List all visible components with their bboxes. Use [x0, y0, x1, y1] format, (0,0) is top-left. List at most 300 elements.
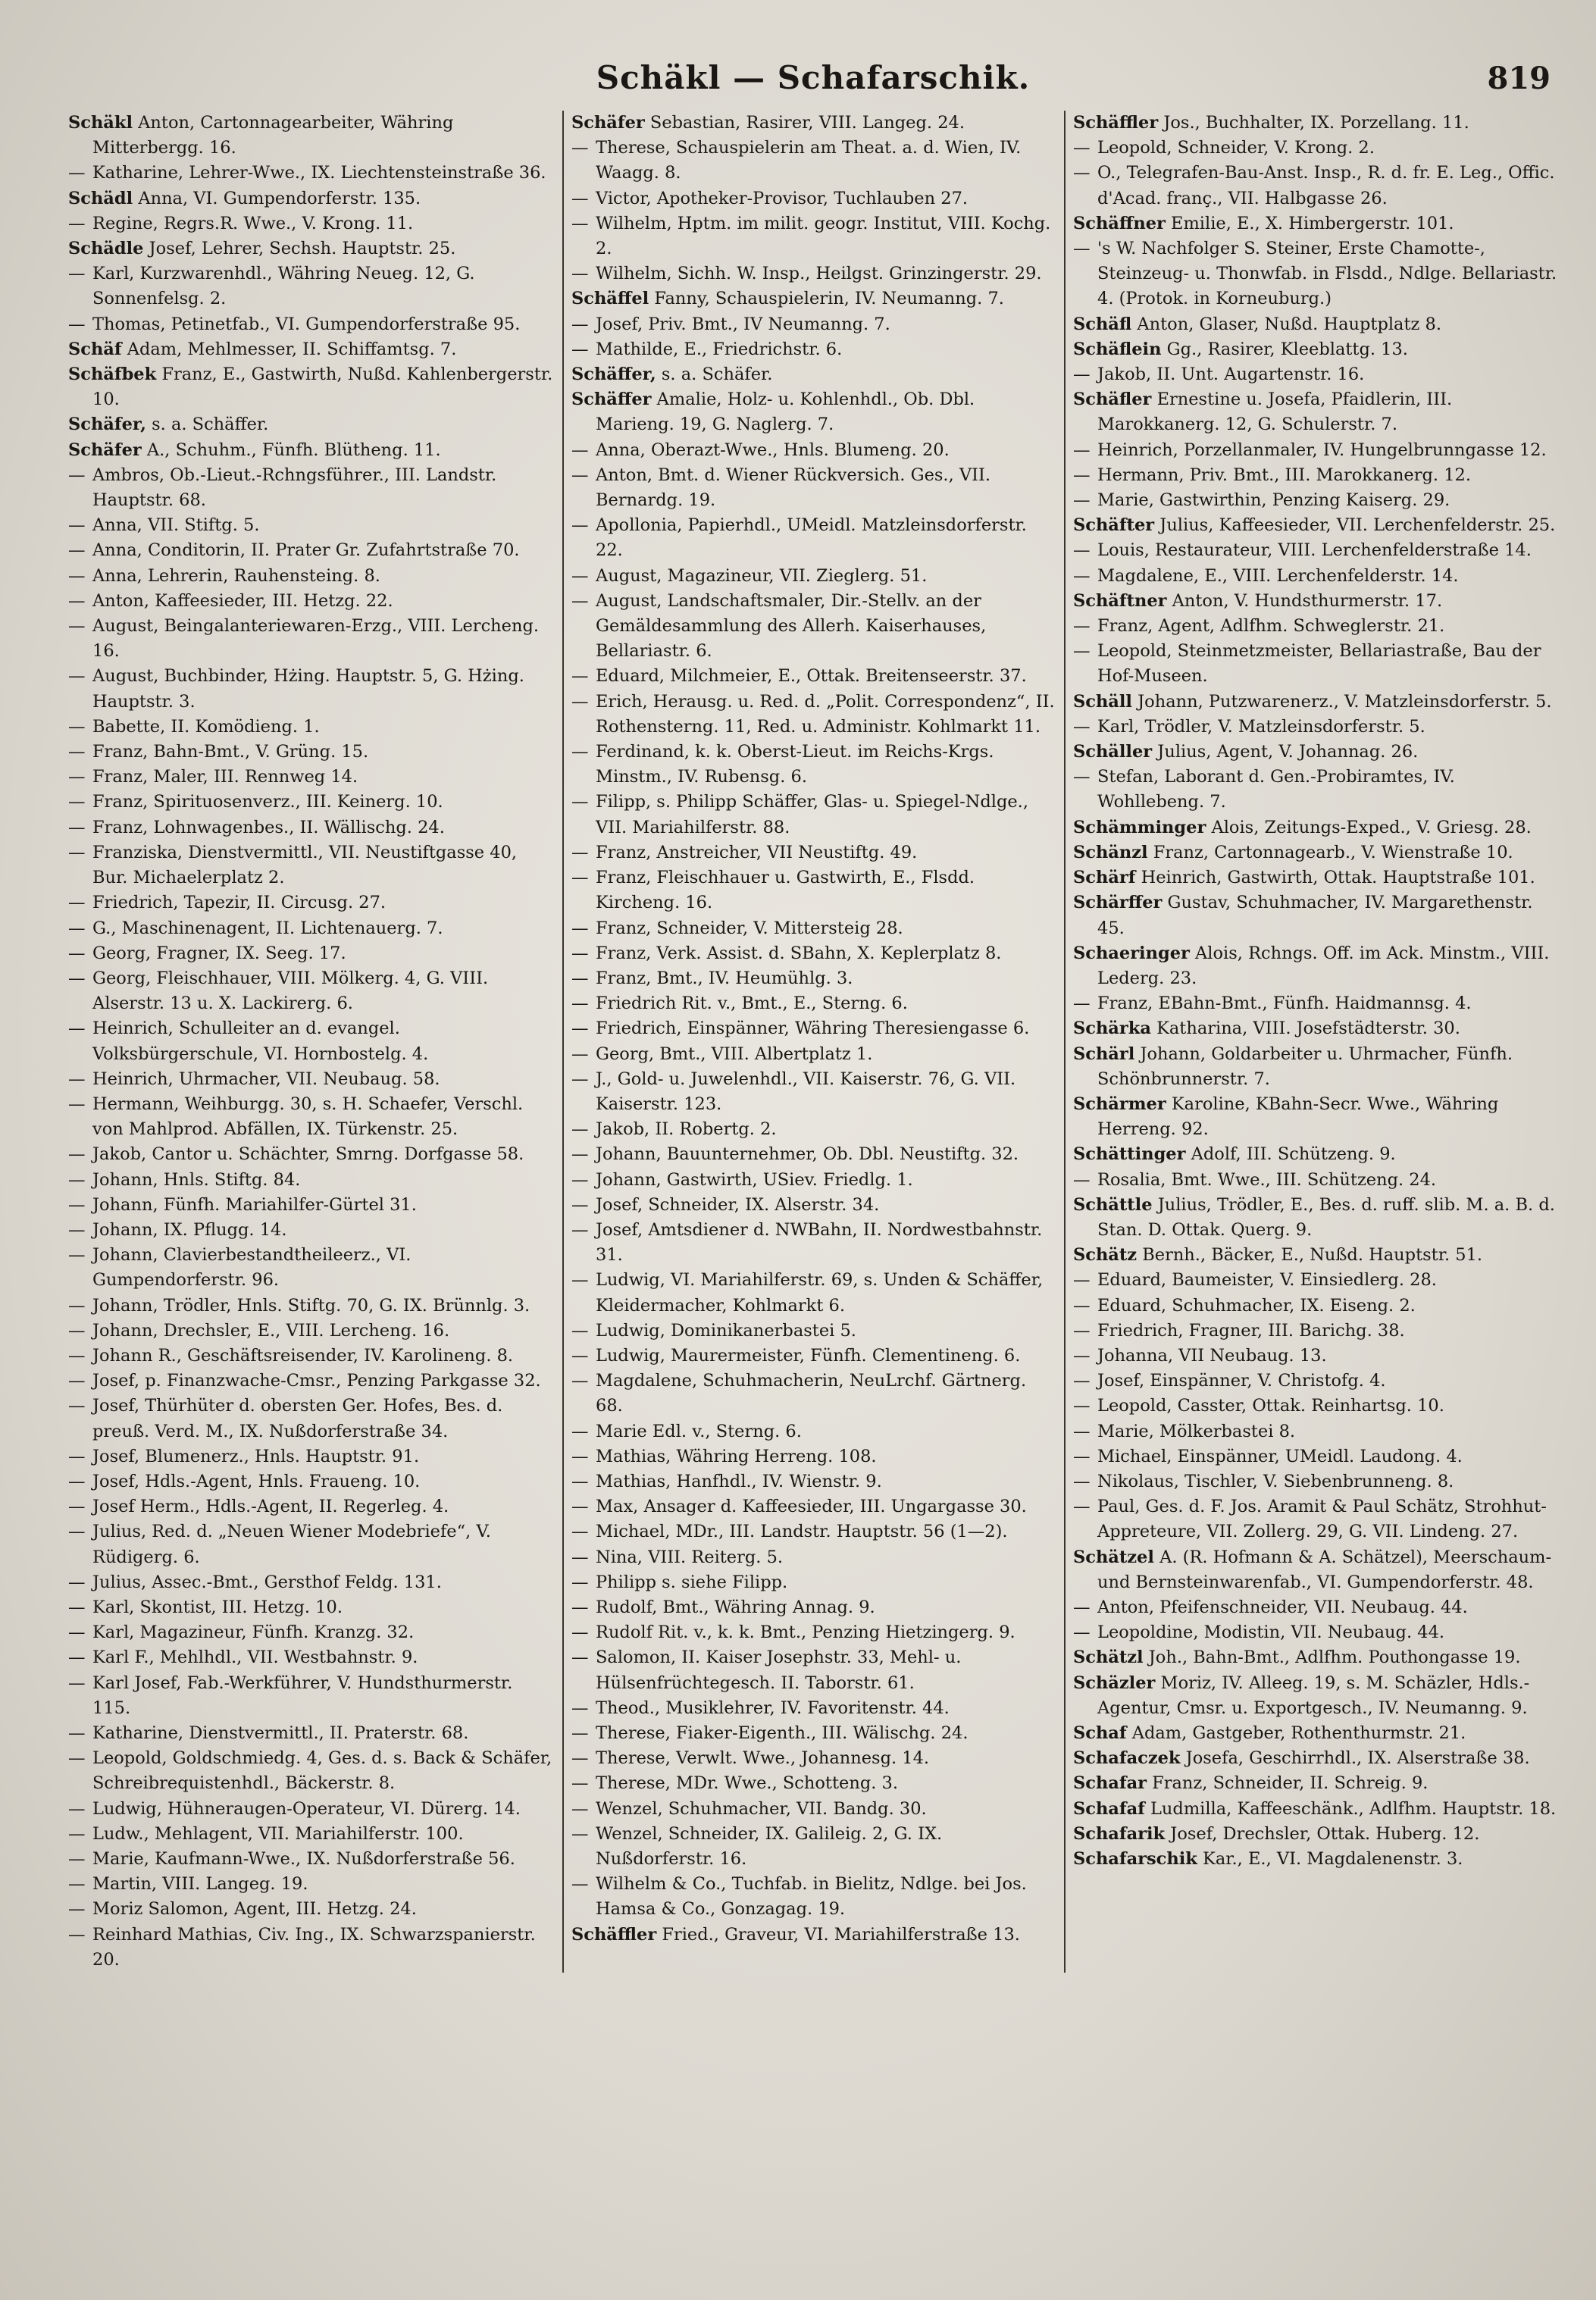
- entry-text: Georg, Bmt., VIII. Albertplatz 1.: [596, 1044, 873, 1064]
- entry-text: Karl Josef, Fab.-Werkführer, V. Hundsthurmerstr. 115.: [92, 1673, 513, 1718]
- directory-entry: [1073, 1444, 1558, 1469]
- surname: Schäfbek: [68, 365, 157, 385]
- entry-text: Heinrich, Porzellanmaler, IV. Hungelbrunngasse 12.: [1097, 440, 1547, 460]
- directory-entry: [571, 690, 1056, 740]
- repeat-dash: —: [68, 742, 86, 762]
- repeat-dash: —: [571, 339, 589, 359]
- entry-text: Marie, Gastwirthin, Penzing Kaiserg. 29.: [1097, 490, 1450, 511]
- repeat-dash: —: [68, 1597, 86, 1617]
- directory-entry: [68, 1444, 555, 1469]
- entry-text: Anton, Glaser, Nußd. Hauptplatz 8.: [1131, 314, 1441, 334]
- entry-text: Anna, VII. Stiftg. 5.: [92, 515, 260, 536]
- directory-entry: [68, 1092, 555, 1142]
- repeat-dash: —: [571, 1421, 589, 1441]
- entry-text: Amalie, Holz- u. Kohlenhdl., Ob. Dbl. Marieng. 19, G. Naglerg. 7.: [596, 390, 975, 435]
- directory-entry: [1073, 639, 1558, 689]
- directory-entry: [571, 286, 1056, 311]
- entry-text: Josefa, Geschirrhdl., IX. Alserstraße 38.: [1180, 1748, 1530, 1769]
- directory-entry: [68, 664, 555, 714]
- repeat-dash: —: [571, 1522, 589, 1542]
- entry-text: Franz, Schneider, II. Schreig. 9.: [1147, 1773, 1429, 1794]
- entry-text: Ludmilla, Kaffeeschänk., Adlfhm. Hauptstr. 18.: [1144, 1798, 1557, 1819]
- directory-entry: [571, 1923, 1056, 1948]
- entry-text: Gg., Rasirer, Kleeblattg. 13.: [1161, 339, 1408, 359]
- surname: Schäffel: [571, 289, 649, 309]
- entry-text: Friedrich Rit. v., Bmt., E., Sterng. 6.: [596, 994, 908, 1014]
- repeat-dash: —: [571, 213, 589, 233]
- directory-entry: [1073, 538, 1558, 563]
- repeat-dash: —: [68, 1798, 86, 1819]
- directory-entry: [1073, 690, 1558, 715]
- repeat-dash: —: [68, 842, 86, 862]
- directory-entry: [571, 136, 1056, 186]
- repeat-dash: —: [571, 1446, 589, 1466]
- entry-text: Wilhelm, Sichh. W. Insp., Heilgst. Grinzingerstr. 29.: [596, 264, 1042, 284]
- entry-text: Josef, Amtsdiener d. NWBahn, II. Nordwestbahnstr. 31.: [596, 1219, 1043, 1266]
- directory-entry: [1073, 161, 1558, 211]
- surname: Schafarschik: [1073, 1849, 1197, 1870]
- repeat-dash: —: [1073, 641, 1091, 662]
- surname: Schafaf: [1073, 1798, 1145, 1819]
- repeat-dash: —: [1073, 239, 1091, 259]
- directory-entry: [1073, 1419, 1558, 1444]
- directory-entry: [571, 186, 1056, 211]
- directory-entry: [1073, 463, 1558, 488]
- entry-text: Ludw., Mehlagent, VII. Mariahilferstr. 100.: [92, 1823, 464, 1844]
- repeat-dash: —: [68, 1094, 86, 1114]
- directory-entry: [68, 1494, 555, 1519]
- repeat-dash: —: [68, 264, 86, 284]
- entry-text: Franz, Anstreicher, VII Neustiftg. 49.: [596, 842, 918, 862]
- directory-entry: [68, 1369, 555, 1394]
- repeat-dash: —: [571, 1597, 589, 1617]
- surname: Schäftner: [1073, 590, 1167, 611]
- repeat-dash: —: [68, 1522, 86, 1542]
- entry-text: Marie Edl. v., Sterng. 6.: [596, 1421, 802, 1441]
- repeat-dash: —: [1073, 365, 1091, 385]
- repeat-dash: —: [68, 1823, 86, 1844]
- repeat-dash: —: [571, 465, 589, 485]
- repeat-dash: —: [68, 1471, 86, 1491]
- directory-entry: [571, 790, 1056, 840]
- repeat-dash: —: [1073, 565, 1091, 586]
- directory-entry: [571, 991, 1056, 1016]
- entry-text: Rudolf Rit. v., k. k. Bmt., Penzing Hietzingerg. 9.: [596, 1623, 1015, 1643]
- entry-text: Johann R., Geschäftsreisender, IV. Karolineng. 8.: [92, 1345, 514, 1366]
- entry-text: Marie, Mölkerbastei 8.: [1097, 1421, 1296, 1441]
- entry-text: Heinrich, Gastwirth, Ottak. Hauptstraße 101.: [1135, 868, 1535, 888]
- entry-text: Franz, Cartonnagearb., V. Wienstraße 10.: [1147, 842, 1513, 862]
- repeat-dash: —: [1073, 1396, 1091, 1416]
- repeat-dash: —: [571, 1219, 589, 1240]
- directory-entry: [1073, 211, 1558, 236]
- directory-entry: [68, 538, 555, 563]
- entry-text: Emilie, E., X. Himbergerstr. 101.: [1165, 213, 1454, 233]
- entry-text: Gustav, Schuhmacher, IV. Margarethenstr. 45.: [1097, 893, 1533, 938]
- directory-entry: [571, 1419, 1056, 1444]
- entry-text: Katharine, Lehrer-Wwe., IX. Liechtensteinstraße 36.: [92, 163, 546, 183]
- directory-entry: [571, 865, 1056, 915]
- directory-entry: [1073, 865, 1558, 890]
- directory-entry: [1073, 1168, 1558, 1193]
- repeat-dash: —: [1073, 1270, 1091, 1291]
- entry-text: Jakob, II. Robertg. 2.: [596, 1119, 777, 1140]
- surname: Schäkl: [68, 113, 133, 133]
- entry-text: Heinrich, Schulleiter an d. evangel. Volksbürgerschule, VI. Hornbostelg. 4.: [92, 1019, 429, 1064]
- directory-entry: [1073, 136, 1558, 161]
- directory-entry: [68, 312, 555, 337]
- directory-entry: [571, 1369, 1056, 1419]
- directory-entry: [68, 1243, 555, 1293]
- directory-entry: [68, 211, 555, 236]
- directory-entry: [571, 1545, 1056, 1570]
- directory-entry: [68, 966, 555, 1016]
- entry-text: Karl F., Mehlhdl., VII. Westbahnstr. 9.: [92, 1648, 418, 1668]
- repeat-dash: —: [68, 1924, 86, 1945]
- directory-entry: [68, 1218, 555, 1243]
- surname: Schafar: [1073, 1773, 1147, 1794]
- directory-entry: [571, 1822, 1056, 1872]
- repeat-dash: —: [68, 1874, 86, 1895]
- directory-entry: [68, 890, 555, 915]
- directory-entry: [1073, 589, 1558, 614]
- entry-text: Nina, VIII. Reiterg. 5.: [596, 1547, 784, 1567]
- entry-text: Johann, Fünfh. Mariahilfer-Gürtel 31.: [92, 1194, 417, 1215]
- directory-entry: [1073, 1645, 1558, 1670]
- directory-entry: [68, 186, 555, 211]
- repeat-dash: —: [571, 1823, 589, 1844]
- entry-text: Franz, Verk. Assist. d. SBahn, X. Keplerplatz 8.: [596, 943, 1002, 963]
- columns: [61, 111, 1566, 1973]
- repeat-dash: —: [571, 1547, 589, 1567]
- repeat-dash: —: [68, 1144, 86, 1165]
- entry-text: Ludwig, Dominikanerbastei 5.: [596, 1320, 856, 1341]
- repeat-dash: —: [68, 1019, 86, 1039]
- repeat-dash: —: [68, 1723, 86, 1743]
- directory-entry: [1073, 1494, 1558, 1544]
- repeat-dash: —: [571, 1044, 589, 1064]
- entry-text: Wilhelm & Co., Tuchfab. in Bielitz, Ndlge. bei Jos. Hamsa & Co., Gonzagag. 19.: [596, 1874, 1027, 1920]
- directory-entry: [1073, 513, 1558, 538]
- directory-entry: [1073, 1394, 1558, 1419]
- entry-text: Salomon, II. Kaiser Josephstr. 33, Mehl- u. Hülsenfrüchtegesch. II. Taborstr. 61.: [596, 1648, 962, 1693]
- surname: Schäfl: [1073, 314, 1132, 334]
- directory-entry: [68, 1923, 555, 1973]
- entry-text: Ludwig, VI. Mariahilferstr. 69, s. Unden & Schäffer, Kleidermacher, Kohlmarkt 6.: [596, 1270, 1044, 1316]
- repeat-dash: —: [571, 1194, 589, 1215]
- directory-entry: [1073, 1847, 1558, 1872]
- directory-entry: [1073, 362, 1558, 387]
- repeat-dash: —: [571, 264, 589, 284]
- directory-entry: [1073, 1822, 1558, 1847]
- column-2: [562, 111, 1064, 1973]
- entry-text: Nikolaus, Tischler, V. Siebenbrunneng. 8.: [1097, 1471, 1454, 1491]
- entry-text: Karl, Kurzwarenhdl., Währing Neueg. 12, G. Sonnenfelsg. 2.: [92, 264, 475, 309]
- repeat-dash: —: [571, 1874, 589, 1895]
- entry-text: Adam, Gastgeber, Rothenthurmstr. 21.: [1126, 1723, 1466, 1743]
- surname: Schäll: [1073, 691, 1132, 712]
- directory-entry: [1073, 1797, 1558, 1822]
- directory-entry: [68, 589, 555, 614]
- repeat-dash: —: [571, 314, 589, 334]
- column-1: [61, 111, 562, 1973]
- surname: Schätzl: [1073, 1648, 1144, 1668]
- directory-entry: [68, 1620, 555, 1645]
- entry-text: Johann, Clavierbestandtheileerz., VI. Gumpendorferstr. 96.: [92, 1245, 412, 1291]
- repeat-dash: —: [571, 1723, 589, 1743]
- repeat-dash: —: [571, 918, 589, 938]
- surname: Schärf: [1073, 868, 1136, 888]
- repeat-dash: —: [1073, 716, 1091, 737]
- repeat-dash: —: [68, 716, 86, 737]
- directory-entry: [1073, 740, 1558, 765]
- directory-entry: [68, 916, 555, 941]
- directory-entry: [68, 1746, 555, 1796]
- directory-entry: [571, 916, 1056, 941]
- entry-text: Anna, VI. Gumpendorferstr. 135.: [133, 188, 421, 208]
- entry-text: Rosalia, Bmt. Wwe., III. Schützeng. 24.: [1097, 1169, 1437, 1190]
- running-head: Schäkl — Schafarschik.: [596, 59, 1031, 96]
- entry-text: Franz, E., Gastwirth, Nußd. Kahlenbergerstr. 10.: [92, 365, 553, 410]
- directory-entry: [68, 337, 555, 362]
- entry-text: Ernestine u. Josefa, Pfaidlerin, III. Marokkanerg. 12, G. Schulerstr. 7.: [1097, 390, 1453, 435]
- directory-entry: [571, 1218, 1056, 1268]
- repeat-dash: —: [1073, 1345, 1091, 1366]
- directory-entry: [68, 941, 555, 966]
- repeat-dash: —: [571, 943, 589, 963]
- directory-entry: [68, 1797, 555, 1822]
- entry-text: Fanny, Schauspielerin, IV. Neumanng. 7.: [649, 289, 1004, 309]
- entry-text: Josef Herm., Hdls.-Agent, II. Regerleg. 4.: [92, 1497, 449, 1517]
- repeat-dash: —: [68, 792, 86, 812]
- repeat-dash: —: [571, 1623, 589, 1643]
- surname: Schäf: [68, 339, 122, 359]
- entry-text: Michael, Einspänner, UMeidl. Laudong. 4.: [1097, 1446, 1463, 1466]
- directory-entry: [571, 1872, 1056, 1922]
- repeat-dash: —: [1073, 1371, 1091, 1391]
- repeat-dash: —: [571, 1119, 589, 1140]
- repeat-dash: —: [1073, 616, 1091, 637]
- entry-text: Wenzel, Schuhmacher, VII. Bandg. 30.: [596, 1798, 927, 1819]
- directory-entry: [571, 1696, 1056, 1721]
- surname: Schäffer,: [571, 365, 656, 385]
- entry-text: Philipp s. siehe Filipp.: [596, 1572, 788, 1592]
- repeat-dash: —: [1073, 1597, 1091, 1617]
- repeat-dash: —: [1073, 163, 1091, 183]
- entry-text: Anton, Cartonnagearbeiter, Währing Mitterbergg. 16.: [92, 113, 454, 158]
- repeat-dash: —: [571, 666, 589, 687]
- repeat-dash: —: [571, 1371, 589, 1391]
- directory-entry: [68, 1067, 555, 1092]
- directory-entry: [571, 261, 1056, 286]
- entry-text: Bernh., Bäcker, E., Nußd. Hauptstr. 51.: [1137, 1245, 1483, 1266]
- repeat-dash: —: [571, 440, 589, 460]
- entry-text: s. a. Schäfer.: [656, 365, 773, 385]
- entry-text: Johann, Putzwarenerz., V. Matzleinsdorferstr. 5.: [1131, 691, 1552, 712]
- entry-text: Anton, Bmt. d. Wiener Rückversich. Ges., VII. Bernardg. 19.: [596, 465, 991, 511]
- repeat-dash: —: [571, 1069, 589, 1089]
- page-header: [61, 53, 1566, 106]
- entry-text: Franz, Maler, III. Rennweg 14.: [92, 767, 358, 787]
- repeat-dash: —: [68, 590, 86, 611]
- directory-entry: [571, 387, 1056, 437]
- directory-entry: [571, 1746, 1056, 1771]
- directory-entry: [68, 1344, 555, 1369]
- entry-text: Franz, Bahn-Bmt., V. Grüng. 15.: [92, 742, 369, 762]
- entry-text: Ludwig, Maurermeister, Fünfh. Clementineng. 6.: [596, 1345, 1021, 1366]
- directory-entry: [571, 1168, 1056, 1193]
- entry-text: Eduard, Baumeister, V. Einsiedlerg. 28.: [1097, 1270, 1437, 1291]
- entry-text: Louis, Restaurateur, VIII. Lerchenfelderstraße 14.: [1097, 540, 1532, 561]
- repeat-dash: —: [68, 1194, 86, 1215]
- repeat-dash: —: [1073, 994, 1091, 1014]
- entry-text: Marie, Kaufmann-Wwe., IX. Nußdorferstraße 56.: [92, 1849, 515, 1870]
- repeat-dash: —: [1073, 1497, 1091, 1517]
- directory-entry: [68, 1394, 555, 1444]
- surname: Schafaczek: [1073, 1748, 1181, 1769]
- entry-text: Franz, Spirituosenverz., III. Keinerg. 10.: [92, 792, 443, 812]
- repeat-dash: —: [68, 1219, 86, 1240]
- entry-text: Adam, Mehlmesser, II. Schiffamtsg. 7.: [121, 339, 457, 359]
- entry-text: Anton, Pfeifenschneider, VII. Neubaug. 44.: [1097, 1597, 1468, 1617]
- repeat-dash: —: [68, 666, 86, 687]
- repeat-dash: —: [68, 213, 86, 233]
- surname: Schäfter: [1073, 515, 1155, 536]
- directory-entry: [571, 438, 1056, 463]
- directory-entry: [1073, 1721, 1558, 1746]
- directory-entry: [571, 1519, 1056, 1544]
- directory-entry: [68, 1872, 555, 1897]
- directory-entry: [1073, 387, 1558, 437]
- directory-entry: [1073, 1671, 1558, 1721]
- repeat-dash: —: [571, 1270, 589, 1291]
- directory-entry: [1073, 1193, 1558, 1243]
- entry-text: Julius, Kaffeesieder, VII. Lerchenfelderstr. 25.: [1154, 515, 1556, 536]
- directory-entry: [571, 211, 1056, 261]
- entry-text: Franz, EBahn-Bmt., Fünfh. Haidmannsg. 4.: [1097, 994, 1472, 1014]
- surname: Schärka: [1073, 1019, 1151, 1039]
- directory-entry: [68, 614, 555, 664]
- directory-entry: [68, 765, 555, 790]
- repeat-dash: —: [68, 515, 86, 536]
- directory-entry: [68, 1016, 555, 1066]
- directory-entry: [571, 312, 1056, 337]
- entry-text: Julius, Agent, V. Johannag. 26.: [1152, 742, 1419, 762]
- entry-text: Josef, Schneider, IX. Alserstr. 34.: [596, 1194, 880, 1215]
- surname: Schäfer: [68, 440, 142, 460]
- entry-text: Stefan, Laborant d. Gen.-Probiramtes, IV. Wohllebeng. 7.: [1097, 767, 1455, 812]
- directory-entry: [1073, 765, 1558, 815]
- entry-text: O., Telegrafen-Bau-Anst. Insp., R. d. fr. E. Leg., Offic. d'Acad. franç., VII. Halbgasse 26.: [1097, 163, 1555, 208]
- entry-text: August, Beingalanteriewaren-Erzg., VIII. Lercheng. 16.: [92, 616, 540, 662]
- entry-text: August, Landschaftsmaler, Dir.-Stellv. an der Gemäldesammlung des Allerh. Kaiserhauses, Bellariastr. 6.: [596, 590, 987, 662]
- repeat-dash: —: [571, 1144, 589, 1165]
- repeat-dash: —: [68, 163, 86, 183]
- directory-entry: [68, 463, 555, 513]
- directory-entry: [571, 111, 1056, 136]
- entry-text: August, Magazineur, VII. Zieglerg. 51.: [596, 565, 928, 586]
- repeat-dash: —: [68, 1371, 86, 1391]
- repeat-dash: —: [571, 968, 589, 988]
- surname: Schäflein: [1073, 339, 1162, 359]
- entry-text: Johann, IX. Pflugg. 14.: [92, 1219, 287, 1240]
- directory-entry: [68, 438, 555, 463]
- entry-text: Friedrich, Einspänner, Währing Theresiengasse 6.: [596, 1019, 1030, 1039]
- entry-text: Leopoldine, Modistin, VII. Neubaug. 44.: [1097, 1623, 1445, 1643]
- directory-entry: [571, 589, 1056, 665]
- directory-entry: [1073, 312, 1558, 337]
- directory-entry: [571, 1193, 1056, 1218]
- directory-entry: [1073, 1142, 1558, 1167]
- repeat-dash: —: [68, 1069, 86, 1089]
- repeat-dash: —: [571, 742, 589, 762]
- directory-entry: [571, 1344, 1056, 1369]
- repeat-dash: —: [571, 1471, 589, 1491]
- directory-entry: [68, 362, 555, 412]
- surname: Schaeringer: [1073, 943, 1190, 963]
- entry-text: 's W. Nachfolger S. Steiner, Erste Chamotte-, Steinzeug- u. Thonwfab. in Flsdd., Ndlge. Bellariastr. 4. (Protok. in Korneuburg.): [1097, 239, 1557, 309]
- entry-text: Wenzel, Schneider, IX. Galileig. 2, G. IX. Nußdorferstr. 16.: [596, 1823, 943, 1870]
- repeat-dash: —: [571, 994, 589, 1014]
- entry-text: Johann, Bauunternehmer, Ob. Dbl. Neustiftg. 32.: [596, 1144, 1019, 1165]
- directory-entry: [68, 815, 555, 840]
- entry-text: Moriz, IV. Alleeg. 19, s. M. Schäzler, Hdls.-Agentur, Cmsr. u. Exportgesch., IV. Neumanng. 9.: [1097, 1673, 1530, 1718]
- entry-text: Anna, Conditorin, II. Prater Gr. Zufahrtstraße 70.: [92, 540, 520, 561]
- repeat-dash: —: [1073, 1295, 1091, 1316]
- entry-text: Josef, Blumenerz., Hnls. Hauptstr. 91.: [92, 1446, 420, 1466]
- directory-entry: [1073, 236, 1558, 312]
- entry-text: s. a. Schäffer.: [146, 415, 269, 435]
- directory-entry: [68, 111, 555, 161]
- repeat-dash: —: [68, 1748, 86, 1769]
- directory-entry: [571, 1042, 1056, 1067]
- entry-text: Therese, MDr. Wwe., Schotteng. 3.: [596, 1773, 898, 1794]
- entry-text: Johann, Trödler, Hnls. Stiftg. 70, G. IX. Brünnlg. 3.: [92, 1295, 530, 1316]
- directory-entry: [1073, 1268, 1558, 1293]
- entry-text: Eduard, Milchmeier, E., Ottak. Breitenseerstr. 37.: [596, 666, 1027, 687]
- directory-entry: [68, 840, 555, 890]
- directory-entry: [571, 337, 1056, 362]
- directory-entry: [1073, 815, 1558, 840]
- directory-entry: [1073, 715, 1558, 740]
- directory-entry: [68, 1847, 555, 1872]
- directory-entry: [1073, 564, 1558, 589]
- directory-entry: [68, 790, 555, 815]
- directory-entry: [571, 941, 1056, 966]
- repeat-dash: —: [1073, 540, 1091, 561]
- directory-entry: [68, 1319, 555, 1344]
- repeat-dash: —: [68, 1648, 86, 1668]
- entry-text: Franz, Bmt., IV. Heumühlg. 3.: [596, 968, 853, 988]
- repeat-dash: —: [1073, 1169, 1091, 1190]
- surname: Schärffer: [1073, 893, 1163, 913]
- entry-text: Kar., E., VI. Magdalenenstr. 3.: [1197, 1849, 1463, 1870]
- entry-text: Rudolf, Bmt., Währing Annag. 9.: [596, 1597, 875, 1617]
- repeat-dash: —: [68, 1345, 86, 1366]
- entry-text: Michael, MDr., III. Landstr. Hauptstr. 56 (1—2).: [596, 1522, 1008, 1542]
- entry-text: Johann, Hnls. Stiftg. 84.: [92, 1169, 301, 1190]
- entry-text: Franz, Agent, Adlfhm. Schweglerstr. 21.: [1097, 616, 1445, 637]
- directory-entry: [68, 1519, 555, 1569]
- directory-entry: [571, 1319, 1056, 1344]
- surname: Schätzel: [1073, 1547, 1154, 1567]
- entry-text: Ludwig, Hühneraugen-Operateur, VI. Dürerg. 14.: [92, 1798, 521, 1819]
- repeat-dash: —: [68, 1849, 86, 1870]
- repeat-dash: —: [68, 465, 86, 485]
- entry-text: Leopold, Casster, Ottak. Reinhartsg. 10.: [1097, 1396, 1444, 1416]
- entry-text: Katharina, VIII. Josefstädterstr. 30.: [1150, 1019, 1460, 1039]
- repeat-dash: —: [68, 893, 86, 913]
